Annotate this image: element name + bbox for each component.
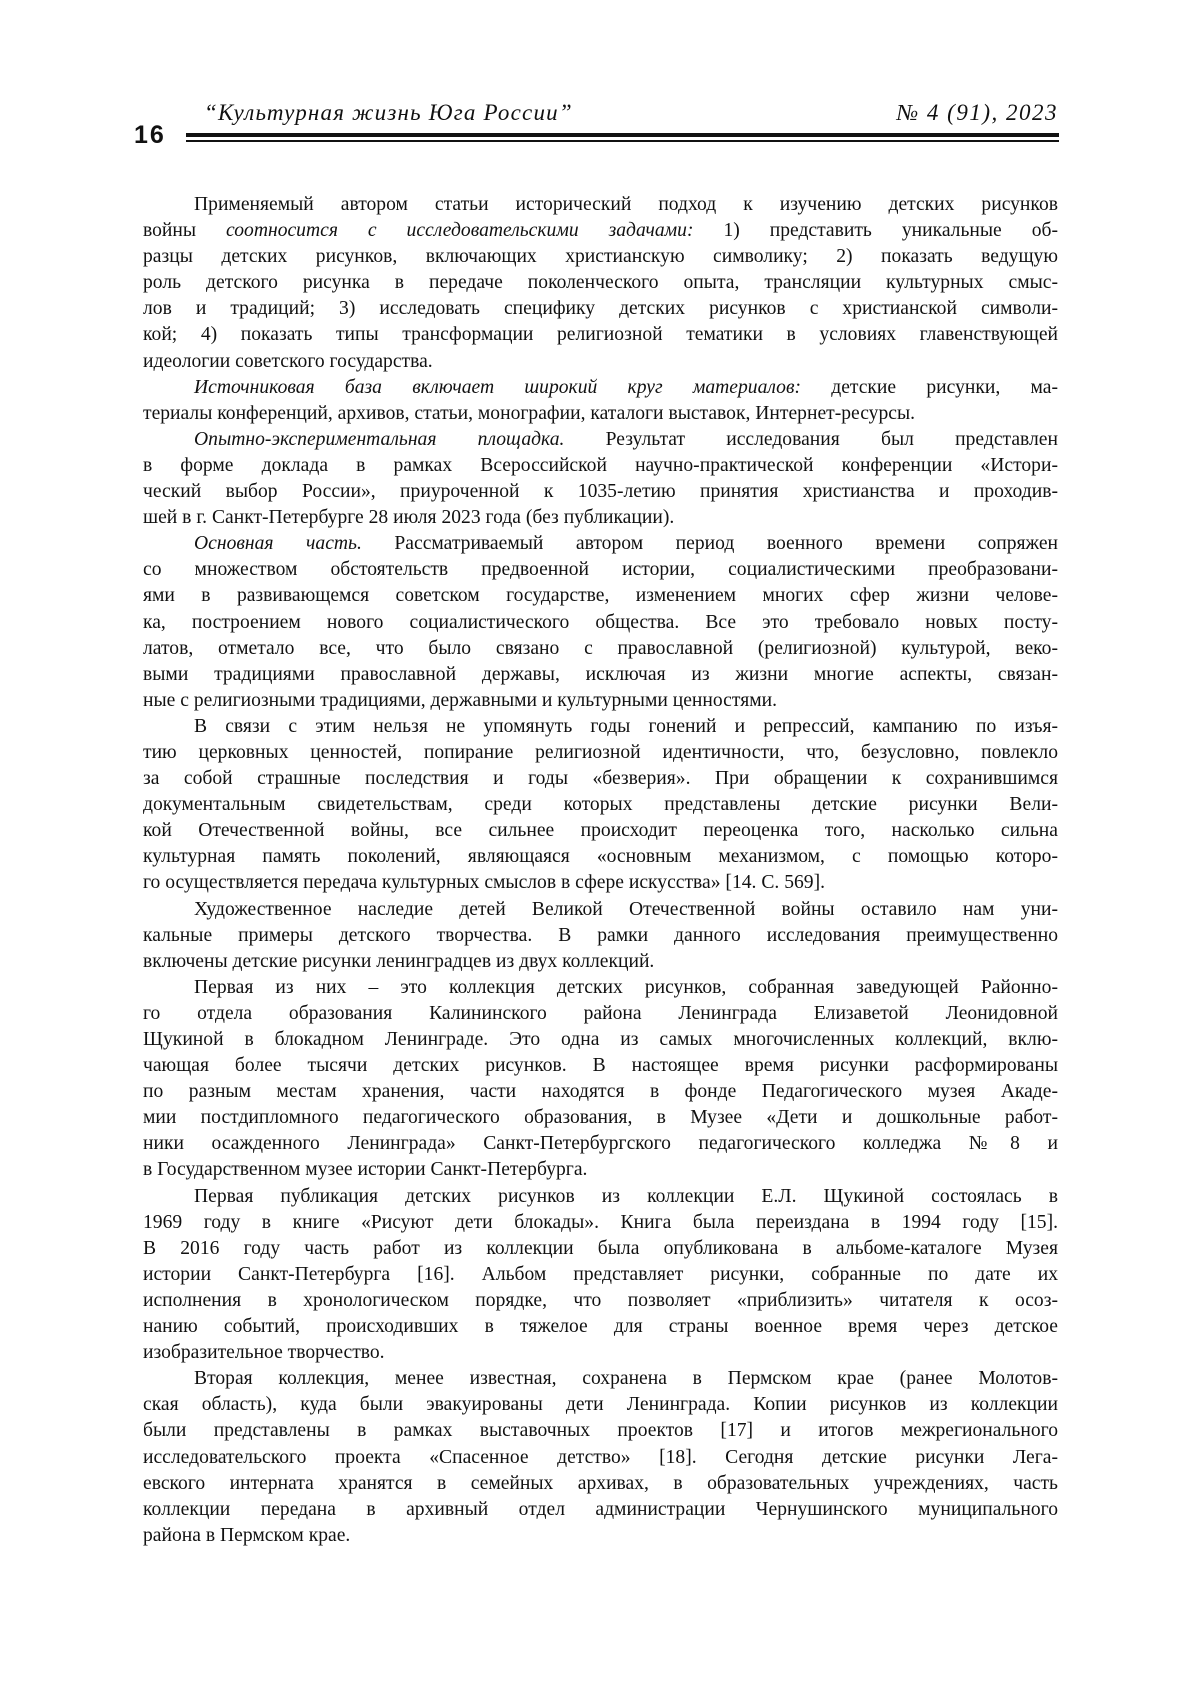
text-line: ка, построением нового социалистического общества. Все это требовало новых посту- — [143, 610, 1058, 636]
text-line: ческий выбор России», приуроченной к 1035-летию принятия христианства и проходив- — [143, 479, 1058, 505]
paragraph — [143, 975, 1058, 1184]
text-line: В 2016 году часть работ из коллекции была опубликована в альбоме-каталоге Музея — [143, 1236, 1058, 1262]
text-line: Щукиной в блокадном Ленинграде. Это одна из самых многочисленных коллекций, вклю- — [143, 1027, 1058, 1053]
text-line: ями в развивающемся советском государстве, изменением многих сфер жизни челове- — [143, 583, 1058, 609]
italic-phrase: Опытно-экспериментальная площадка. — [194, 429, 564, 450]
text-line: идеологии советского государства. — [143, 349, 1058, 375]
text-line: евского интерната хранятся в семейных архивах, в образовательных учреждениях, часть — [143, 1471, 1058, 1497]
text-line: Художественное наследие детей Великой Отечественной войны оставило нам уни- — [143, 897, 1058, 923]
paragraph — [143, 427, 1058, 531]
text-line: культурная память поколений, являющаяся «основным механизмом, с помощью которо- — [143, 844, 1058, 870]
text-line: ская область), куда были эвакуированы дети Ленинграда. Копии рисунков из коллекции — [143, 1392, 1058, 1418]
paragraph — [143, 531, 1058, 714]
text-line: исполнения в хронологическом порядке, что позволяет «приблизить» читателя к осоз- — [143, 1288, 1058, 1314]
text-line: Применяемый автором статьи исторический подход к изучению детских рисунков — [143, 192, 1058, 218]
text-line: кой; 4) показать типы трансформации религиозной тематики в условиях главенствующей — [143, 322, 1058, 348]
text-line: Первая из них – это коллекция детских рисунков, собранная заведующей Районно- — [143, 975, 1058, 1001]
text-line: включены детские рисунки ленинградцев из двух коллекций. — [143, 949, 1058, 975]
header-rule-thick — [186, 133, 1059, 137]
issue-number: № 4 (91), 2023 — [896, 100, 1058, 126]
text-line: лов и традиций; 3) исследовать специфику детских рисунков с христианской символи- — [143, 296, 1058, 322]
paragraph — [143, 714, 1058, 897]
text-line: териалы конференций, архивов, статьи, монографии, каталоги выставок, Интернет-ресурсы. — [143, 401, 1058, 427]
text-line: со множеством обстоятельств предвоенной истории, социалистическими преобразовани- — [143, 557, 1058, 583]
italic-phrase: Основная часть. — [194, 533, 362, 554]
page-number: 16 — [134, 121, 166, 150]
paragraph — [143, 897, 1058, 975]
text-line: войны соотносится с исследовательскими задачами: 1) представить уникальные об- — [143, 218, 1058, 244]
text-line: мии постдипломного педагогического образования, в Музее «Дети и дошкольные работ- — [143, 1105, 1058, 1131]
text-line: разцы детских рисунков, включающих христианскую символику; 2) показать ведущую — [143, 244, 1058, 270]
text-line: тию церковных ценностей, попирание религиозной идентичности, что, безусловно, повлекло — [143, 740, 1058, 766]
text-line: го отдела образования Калининского района Ленинграда Елизаветой Леонидовной — [143, 1001, 1058, 1027]
text-line: исследовательского проекта «Спасенное детство» [18]. Сегодня детские рисунки Лега- — [143, 1445, 1058, 1471]
text-line: ники осажденного Ленинграда» Санкт-Петербургского педагогического колледжа №8 и — [143, 1131, 1058, 1157]
text-line: в форме доклада в рамках Всероссийской научно-практической конференции «Истори- — [143, 453, 1058, 479]
text-line: чающая более тысячи детских рисунков. В настоящее время рисунки расформированы — [143, 1053, 1058, 1079]
paragraph — [143, 1366, 1058, 1549]
text-line: В связи с этим нельзя не упомянуть годы гонений и репрессий, кампанию по изъя- — [143, 714, 1058, 740]
paragraph — [143, 1184, 1058, 1367]
text-line: 1969 году в книге «Рисуют дети блокады». Книга была переиздана в 1994 году [15]. — [143, 1210, 1058, 1236]
text-line: Источниковая база включает широкий круг материалов: детские рисунки, ма- — [143, 375, 1058, 401]
text-line: за собой страшные последствия и годы «безверия». При обращении к сохранившимся — [143, 766, 1058, 792]
text-line: документальным свидетельствам, среди которых представлены детские рисунки Вели- — [143, 792, 1058, 818]
italic-phrase: соотносится с исследовательскими задачами: — [226, 220, 693, 241]
text-line: Вторая коллекция, менее известная, сохранена в Пермском крае (ранее Молотов- — [143, 1366, 1058, 1392]
article-body — [143, 192, 1058, 1549]
text-line: Опытно-экспериментальная площадка. Результат исследования был представлен — [143, 427, 1058, 453]
italic-phrase: Источниковая база включает широкий круг материалов: — [194, 377, 801, 398]
text-line: по разным местам хранения, части находятся в фонде Педагогического музея Акаде- — [143, 1079, 1058, 1105]
header-rule-thin — [186, 140, 1059, 142]
text-line: го осуществляется передача культурных смыслов в сфере искусства» [14. С. 569]. — [143, 870, 1058, 896]
text-line: истории Санкт-Петербурга [16]. Альбом представляет рисунки, собранные по дате их — [143, 1262, 1058, 1288]
paragraph — [143, 192, 1058, 375]
text-line: Первая публикация детских рисунков из коллекции Е.Л. Щукиной состоялась в — [143, 1184, 1058, 1210]
text-line: кой Отечественной войны, все сильнее происходит переоценка того, насколько сильна — [143, 818, 1058, 844]
text-line: нанию событий, происходивших в тяжелое для страны военное время через детское — [143, 1314, 1058, 1340]
text-line: кальные примеры детского творчества. В рамки данного исследования преимущественно — [143, 923, 1058, 949]
journal-title: “Культурная жизнь Юга России” — [204, 100, 573, 126]
text-line: ные с религиозными традициями, державными и культурными ценностями. — [143, 688, 1058, 714]
text-line: были представлены в рамках выставочных проектов [17] и итогов межрегионального — [143, 1418, 1058, 1444]
text-line: латов, отметало все, что было связано с православной (религиозной) культурой, веко- — [143, 636, 1058, 662]
text-line: района в Пермском крае. — [143, 1523, 1058, 1549]
text-line: в Государственном музее истории Санкт-Петербурга. — [143, 1157, 1058, 1183]
text-line: роль детского рисунка в передаче поколенческого опыта, трансляции культурных смыс- — [143, 270, 1058, 296]
text-line: Основная часть. Рассматриваемый автором период военного времени сопряжен — [143, 531, 1058, 557]
text-line: изобразительное творчество. — [143, 1340, 1058, 1366]
text-line: шей в г. Санкт-Петербурге 28 июля 2023 года (без публикации). — [143, 505, 1058, 531]
text-line: коллекции передана в архивный отдел администрации Чернушинского муниципального — [143, 1497, 1058, 1523]
text-line: выми традициями православной державы, исключая из жизни многие аспекты, связан- — [143, 662, 1058, 688]
paragraph — [143, 375, 1058, 427]
